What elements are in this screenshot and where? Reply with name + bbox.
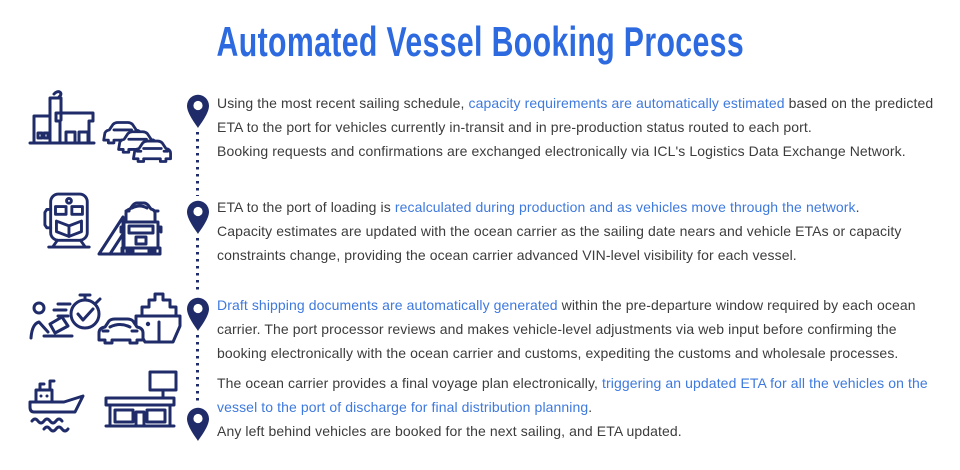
vessel-at-sea-icon <box>24 372 100 434</box>
body-text: . <box>855 199 860 215</box>
map-pin-icon <box>185 199 211 235</box>
train-icon <box>42 190 94 254</box>
page-title <box>0 18 960 66</box>
timeline-dotted-connector <box>196 238 199 293</box>
highlighted-text: Draft shipping documents are automatically generated <box>217 297 558 313</box>
operator-stopwatch-icon <box>26 286 106 346</box>
timeline-dotted-connector <box>196 335 199 403</box>
car-carrier-truck-icon <box>96 196 166 258</box>
body-text: ETA to the port for vehicles currently in-transit and in pre-production status routed to each port. <box>217 119 812 135</box>
step-1-description <box>217 91 955 163</box>
body-text: Booking requests and confirmations are exchanged electronically via ICL's Logistics Data Exchange Network. <box>217 143 906 159</box>
step-3-description <box>217 293 955 365</box>
port-terminal-icon <box>100 368 180 434</box>
car-and-vessel-icon <box>96 284 182 348</box>
body-text: . <box>588 399 593 415</box>
map-pin-icon <box>185 296 211 332</box>
body-text: based on the predicted <box>784 95 934 111</box>
highlighted-text: recalculated during production and as vehicles move through the network <box>394 199 856 215</box>
body-text: The ocean carrier provides a final voyage plan electronically, <box>217 375 603 391</box>
map-pin-icon <box>185 93 211 129</box>
step-4-description <box>217 371 955 443</box>
body-text: Using the most recent sailing schedule, <box>217 95 469 111</box>
body-text: ETA to the port of loading is <box>217 199 395 215</box>
highlighted-text: vessel to the port of discharge for final distribution planning <box>217 399 589 415</box>
car-fleet-icon <box>100 116 178 168</box>
step-2-description <box>217 195 955 267</box>
highlighted-text: triggering an updated ETA for all the vehicles on the <box>602 375 928 391</box>
timeline-dotted-connector <box>196 132 199 196</box>
body-text: within the pre-departure window required by each ocean <box>557 297 916 313</box>
body-text: Capacity estimates are updated with the ocean carrier as the sailing date nears and vehicle ETAs or capacity <box>217 223 902 239</box>
body-text: Any left behind vehicles are booked for the next sailing, and ETA updated. <box>217 423 682 439</box>
page-title-text: Automated Vessel Booking Process <box>216 18 744 65</box>
map-pin-icon <box>185 406 211 442</box>
highlighted-text: capacity requirements are automatically estimated <box>468 95 785 111</box>
factory-icon <box>24 86 98 150</box>
body-text: carrier. The port processor reviews and makes vehicle-level adjustments via web input before confirming the <box>217 321 897 337</box>
body-text: booking electronically with the ocean carrier and customs, expediting the customs and wholesale processes. <box>217 345 899 361</box>
body-text: constraints change, providing the ocean carrier advanced VIN-level visibility for each vessel. <box>217 247 797 263</box>
